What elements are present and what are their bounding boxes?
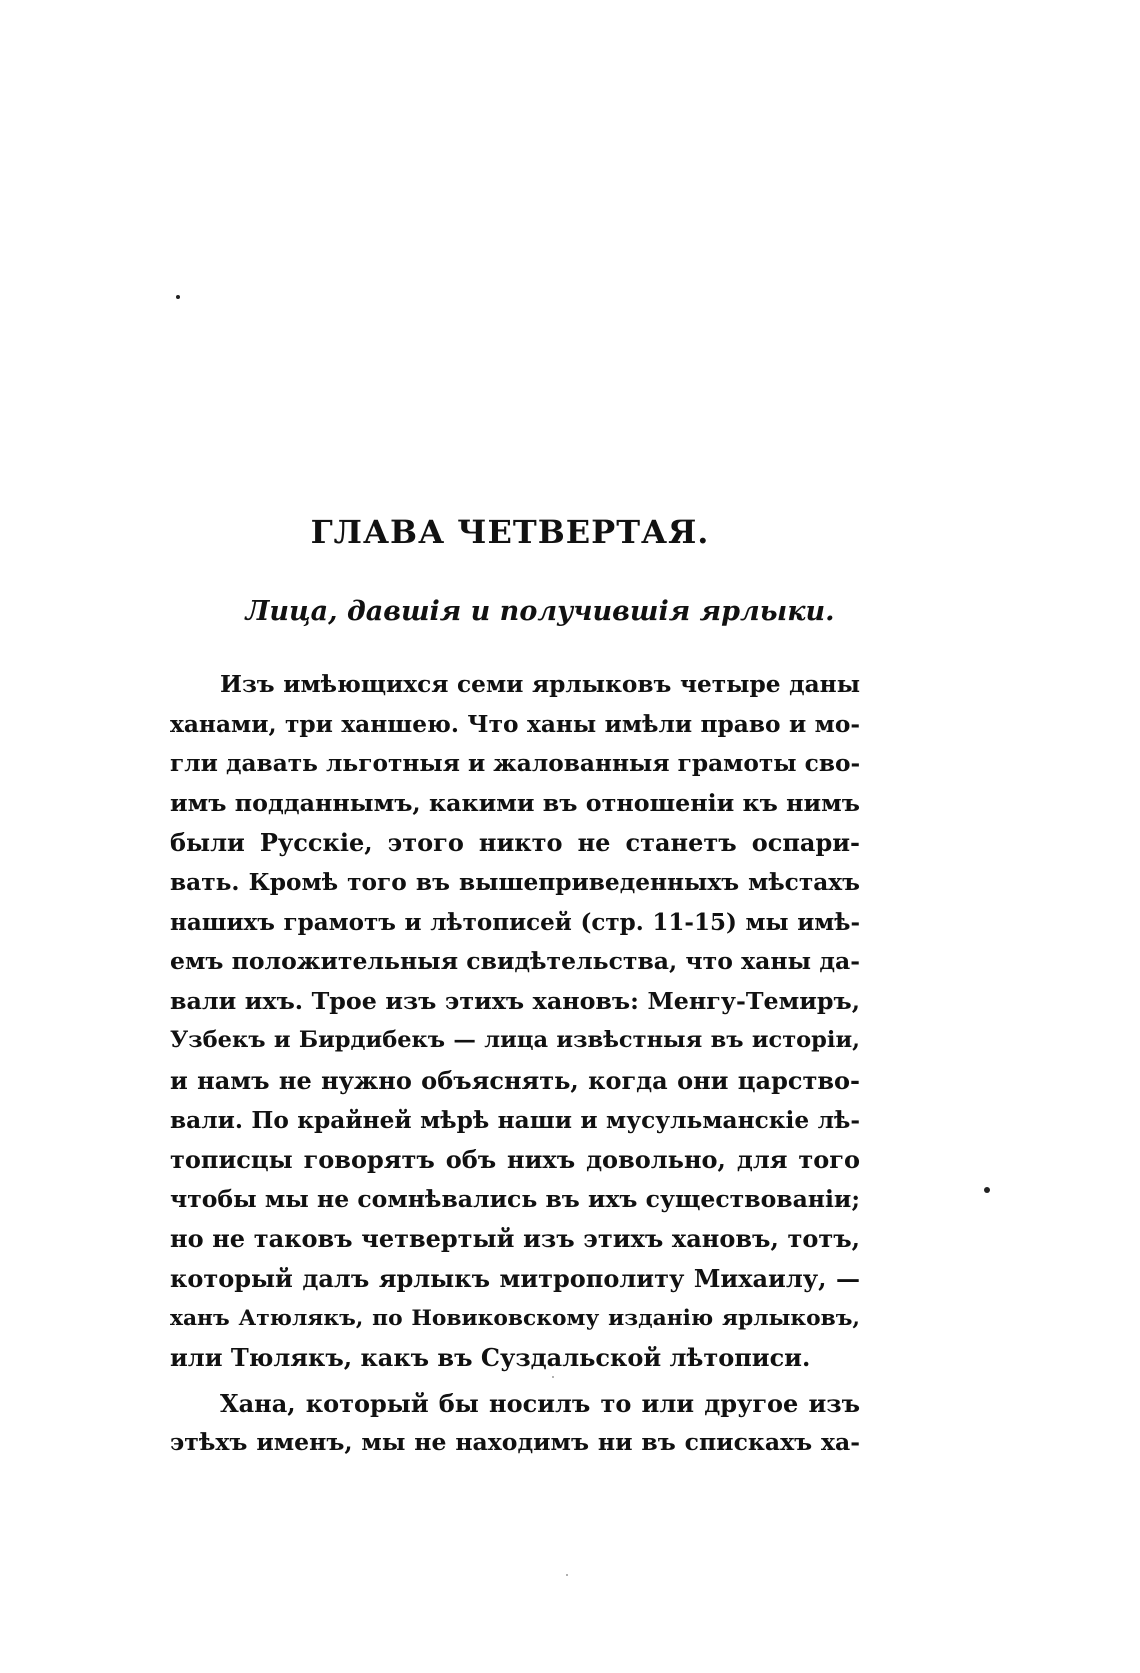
- text-line: или Тюлякъ, какъ въ Суздальской лѣтописи.: [170, 1343, 811, 1373]
- text-line: и намъ не нужно объяснять, когда они царство-: [170, 1065, 860, 1095]
- ink-speck: [566, 1574, 568, 1576]
- text-line: ханъ Атюлякъ, по Новиковскому изданію ярлыковъ,: [170, 1305, 860, 1331]
- text-line: вать. Кромѣ того въ вышеприведенныхъ мѣстахъ: [170, 868, 860, 896]
- ink-speck: [984, 1187, 990, 1193]
- text-line: Хана, который бы носилъ то или другое изъ: [220, 1388, 860, 1418]
- text-line: вали ихъ. Трое изъ этихъ хановъ: Менгу-Темиръ,: [170, 986, 860, 1015]
- text-line: чтобы мы не сомнѣвались въ ихъ существованіи;: [170, 1184, 861, 1213]
- text-line: который далъ ярлыкъ митрополиту Михаилу, —: [170, 1263, 860, 1293]
- text-line: ханами, три ханшею. Что ханы имѣли право и мо-: [170, 710, 860, 738]
- body-text: [170, 665, 860, 1463]
- text-line: гли давать льготныя и жалованныя грамоты сво-: [170, 750, 861, 778]
- ink-speck: [176, 295, 180, 299]
- text-line: были Русскіе, этого никто не станетъ оспари-: [170, 828, 860, 858]
- text-line: но не таковъ четвертый изъ этихъ хановъ, тотъ,: [170, 1224, 860, 1254]
- text-line: вали. По крайней мѣрѣ наши и мусульманскіе лѣ-: [170, 1106, 860, 1134]
- text-line: имъ подданнымъ, какими въ отношеніи къ нимъ: [170, 788, 860, 817]
- chapter-title: ГЛАВА ЧЕТВЕРТАЯ.: [310, 513, 710, 551]
- text-line: емъ положительныя свидѣтельства, что ханы да-: [170, 947, 860, 976]
- text-line: тописцы говорятъ объ нихъ довольно, для того: [170, 1145, 860, 1175]
- chapter-subtitle: Лица, давшія и получившія ярлыки.: [245, 596, 835, 627]
- text-line: Узбекъ и Бирдибекъ — лица извѣстныя въ исторіи,: [170, 1027, 860, 1054]
- text-line: нашихъ грамотъ и лѣтописей (стр. 11-15) мы имѣ-: [170, 908, 860, 936]
- text-line: этѣхъ именъ, мы не находимъ ни въ спискахъ ха-: [170, 1428, 860, 1457]
- text-line: Изъ имѣющихся семи ярлыковъ четыре даны: [220, 671, 860, 698]
